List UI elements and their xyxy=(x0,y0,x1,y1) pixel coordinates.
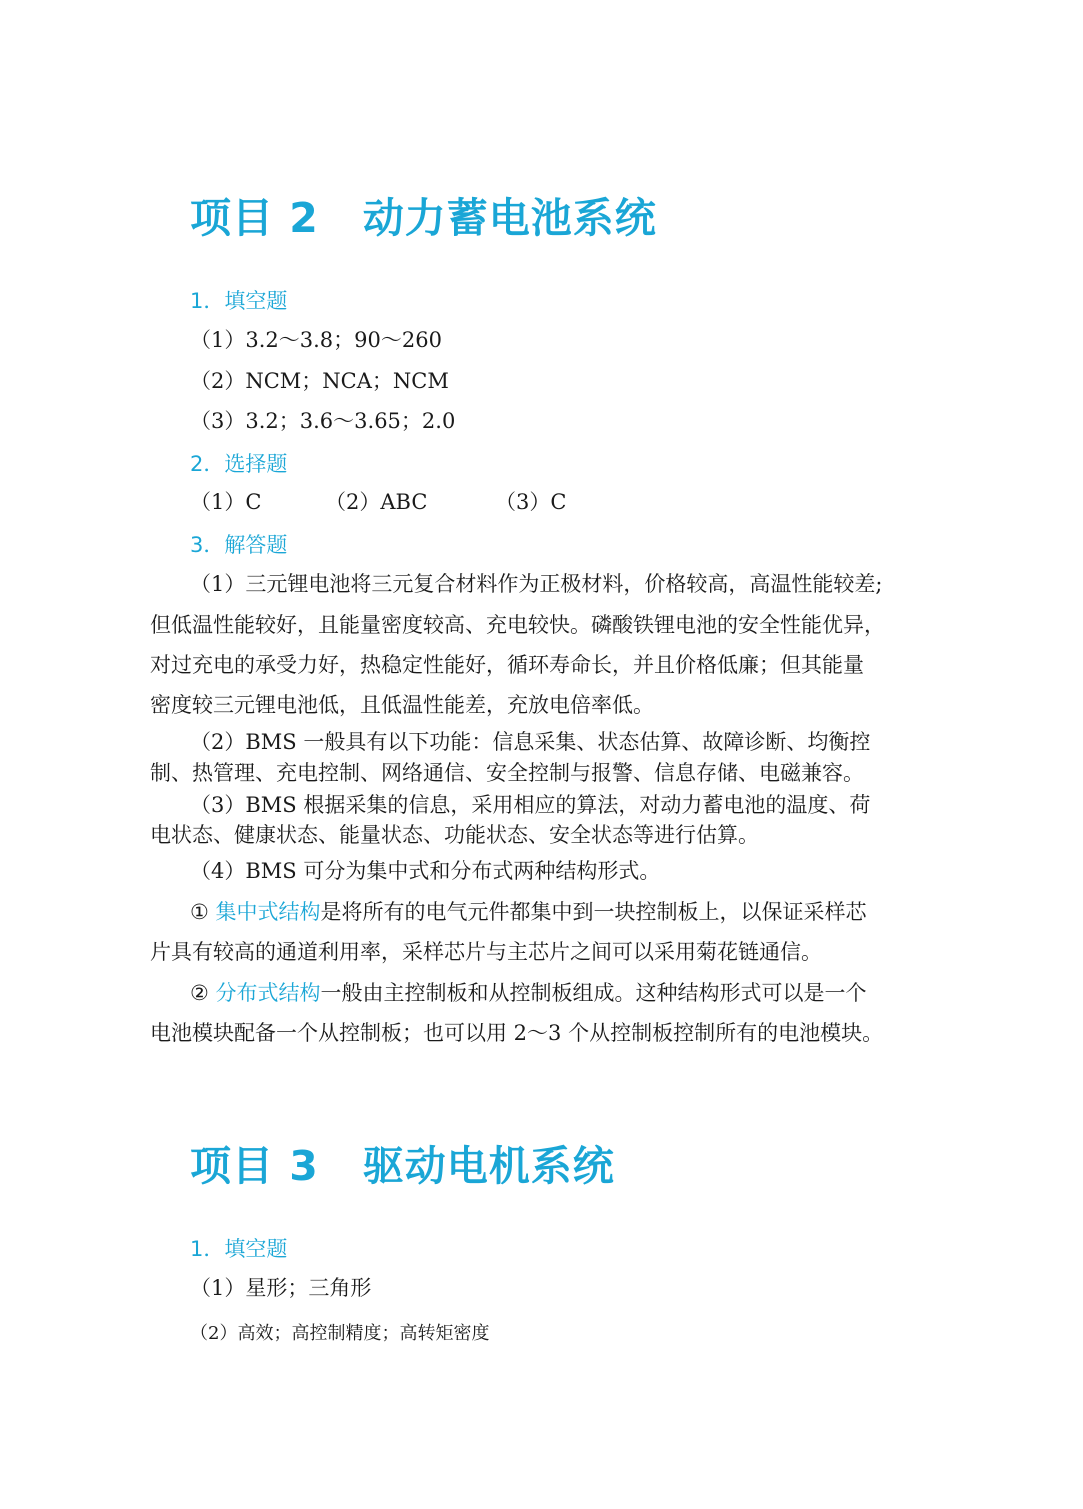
distributed-structure-line-2: 电池模块配备一个从控制板；也可以用 2～3 个从控制板控制所有的电池模块。 xyxy=(150,1021,884,1045)
project-2-number: 项目 2 xyxy=(190,194,319,242)
essay-answer-2-line-1: （2）BMS 一般具有以下功能：信息采集、状态估算、故障诊断、均衡控 xyxy=(190,730,871,754)
essay-answer-1-line-1: （1）三元锂电池将三元复合材料作为正极材料，价格较高，高温性能较差; xyxy=(190,572,883,596)
centralized-structure-line-2: 片具有较高的通道利用率，采样芯片与主芯片之间可以采用菊花链通信。 xyxy=(150,940,822,964)
distributed-structure-line-1 xyxy=(190,978,867,1008)
project-3-number: 项目 3 xyxy=(190,1142,319,1190)
project-3-fill-blank-heading: 1．填空题 xyxy=(190,1237,288,1261)
project-3-heading xyxy=(190,1133,615,1192)
section-essay-heading: 3．解答题 xyxy=(190,533,288,557)
project-3-fill-answer-2: （2）高效；高控制精度；高转矩密度 xyxy=(190,1323,490,1344)
essay-answer-4: （4）BMS 可分为集中式和分布式两种结构形式。 xyxy=(190,859,661,883)
essay-answer-1-line-2: 但低温性能较好，且能量密度较高、充电较快。磷酸铁锂电池的安全性能优异， xyxy=(150,613,885,637)
essay-answer-2-line-2: 制、热管理、充电控制、网络通信、安全控制与报警、信息存储、电磁兼容。 xyxy=(150,761,864,785)
essay-answer-1-line-4: 密度较三元锂电池低，且低温性能差，充放电倍率低。 xyxy=(150,693,654,717)
fill-answer-1: （1）3.2～3.8；90～260 xyxy=(190,328,442,352)
section-fill-blank-heading: 1．填空题 xyxy=(190,289,288,313)
centralized-structure-term: 集中式结构 xyxy=(215,900,321,924)
essay-answer-3-line-1: （3）BMS 根据采集的信息，采用相应的算法，对动力蓄电池的温度、荷 xyxy=(190,793,871,817)
fill-answer-2: （2）NCM；NCA；NCM xyxy=(190,369,449,393)
project-2-title: 动力蓄电池系统 xyxy=(362,194,657,242)
circled-number-1: ① xyxy=(190,900,209,924)
circled-number-2: ② xyxy=(190,981,209,1005)
essay-answer-3-line-2: 电状态、健康状态、能量状态、功能状态、安全状态等进行估算。 xyxy=(150,823,759,847)
distributed-structure-term: 分布式结构 xyxy=(215,981,321,1005)
essay-answer-1-line-3: 对过充电的承受力好，热稳定性能好，循环寿命长，并且价格低廉；但其能量 xyxy=(150,653,864,677)
project-2-heading xyxy=(190,185,657,244)
project-3-fill-answer-1: （1）星形；三角形 xyxy=(190,1276,372,1300)
choice-answer-3: （3）C xyxy=(495,490,567,514)
centralized-structure-desc: 是将所有的电气元件都集中到一块控制板上，以保证采样芯 xyxy=(320,900,867,924)
project-3-title: 驱动电机系统 xyxy=(362,1142,615,1190)
fill-answer-3: （3）3.2；3.6～3.65；2.0 xyxy=(190,409,456,433)
choice-answer-2: （2）ABC xyxy=(325,490,428,514)
choice-answers xyxy=(190,487,566,517)
centralized-structure-line-1 xyxy=(190,897,867,927)
section-choice-heading: 2．选择题 xyxy=(190,452,288,476)
distributed-structure-desc: 一般由主控制板和从控制板组成。这种结构形式可以是一个 xyxy=(320,981,867,1005)
choice-answer-1: （1）C xyxy=(190,490,262,514)
